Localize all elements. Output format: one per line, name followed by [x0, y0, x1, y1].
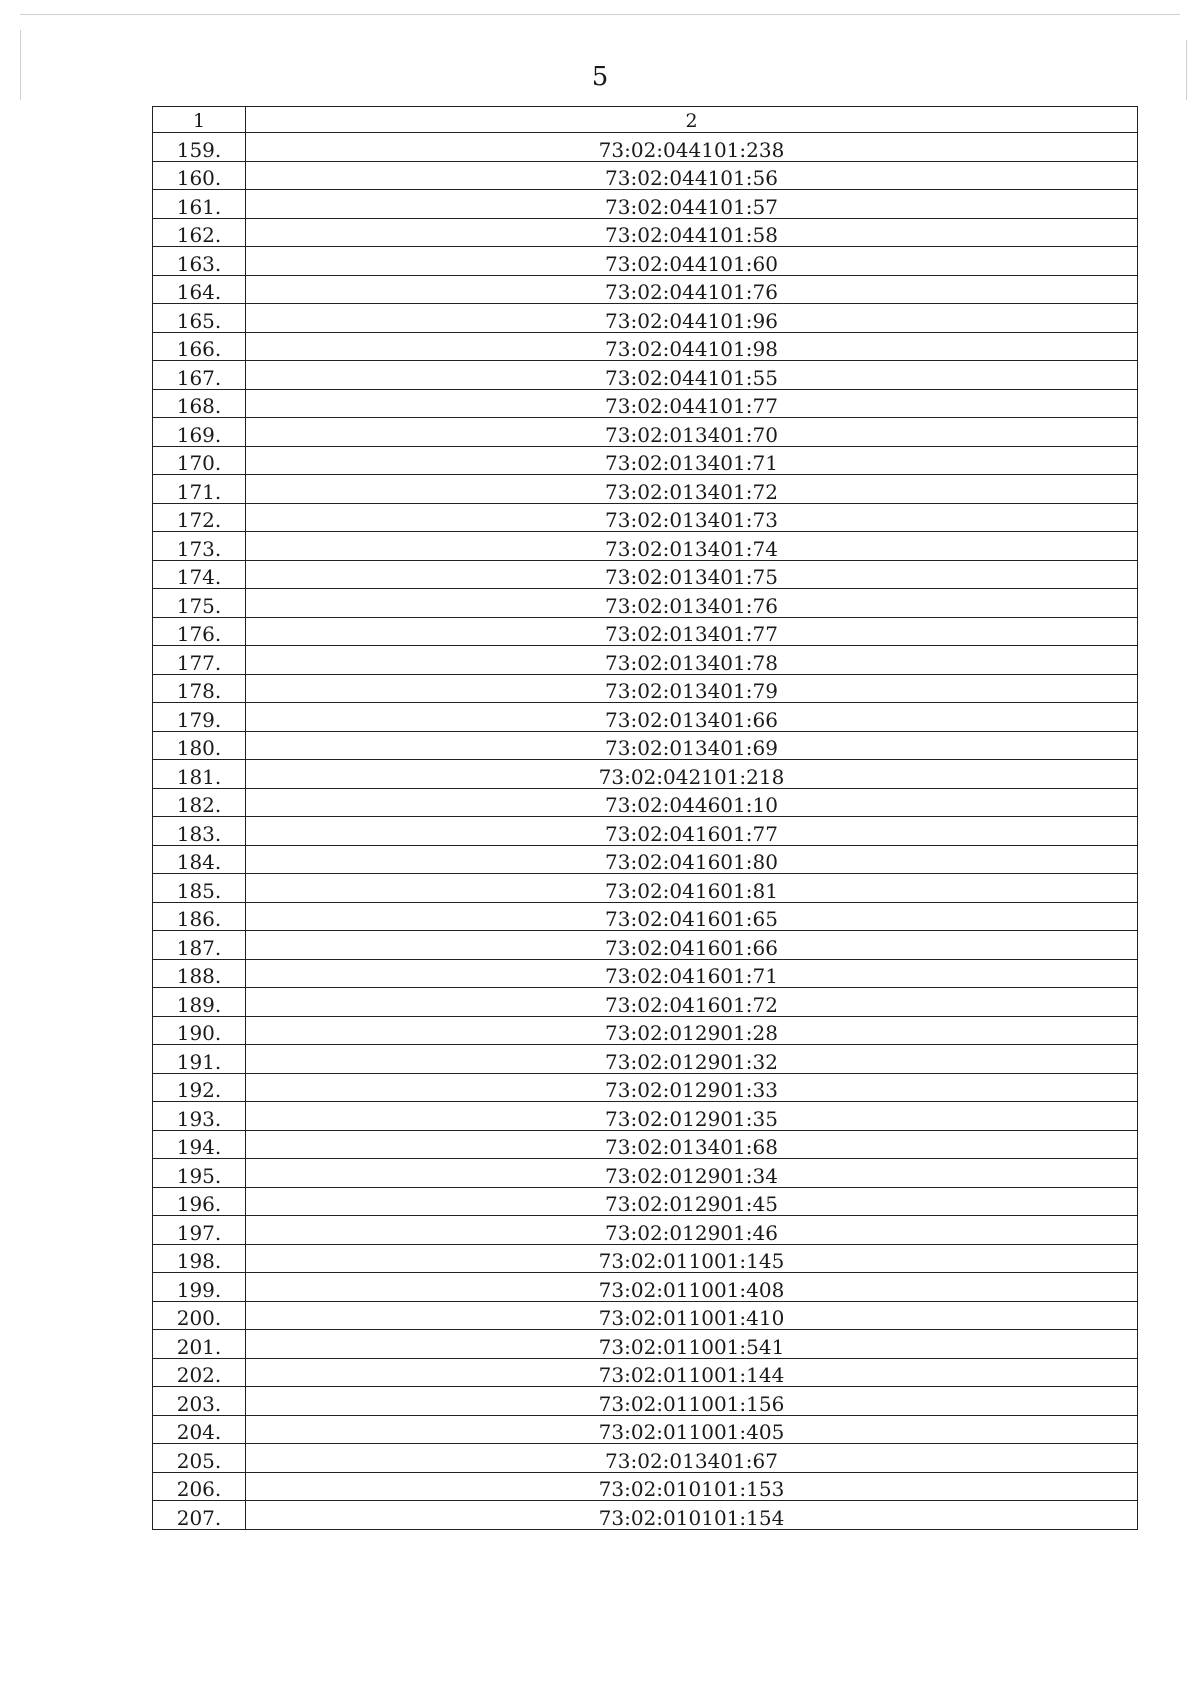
table-row	[153, 418, 1138, 447]
table-row	[153, 1415, 1138, 1444]
cadastral-number-cell: 73:02:011001:410	[246, 1301, 1138, 1330]
table-row	[153, 1501, 1138, 1530]
table-row	[153, 817, 1138, 846]
cadastral-number-cell: 73:02:011001:541	[246, 1330, 1138, 1359]
cadastral-number-cell: 73:02:044101:58	[246, 218, 1138, 247]
row-number-cell: 181.	[153, 760, 246, 789]
cadastral-number-cell: 73:02:012901:45	[246, 1187, 1138, 1216]
cadastral-number-cell: 73:02:011001:144	[246, 1358, 1138, 1387]
cadastral-number-cell: 73:02:013401:66	[246, 703, 1138, 732]
cadastral-number-cell: 73:02:010101:153	[246, 1472, 1138, 1501]
row-number-cell: 164.	[153, 275, 246, 304]
row-number-cell: 207.	[153, 1501, 246, 1530]
table-row	[153, 1472, 1138, 1501]
cadastral-number-cell: 73:02:044101:77	[246, 389, 1138, 418]
table-row	[153, 304, 1138, 333]
cadastral-number-cell: 73:02:011001:145	[246, 1244, 1138, 1273]
row-number-cell: 170.	[153, 446, 246, 475]
cadastral-number-cell: 73:02:011001:156	[246, 1387, 1138, 1416]
table-row	[153, 1130, 1138, 1159]
row-number-cell: 188.	[153, 959, 246, 988]
table-row	[153, 1073, 1138, 1102]
table-row	[153, 874, 1138, 903]
cadastral-number-cell: 73:02:041601:72	[246, 988, 1138, 1017]
row-number-cell: 174.	[153, 560, 246, 589]
row-number-cell: 202.	[153, 1358, 246, 1387]
row-number-cell: 186.	[153, 902, 246, 931]
table-row	[153, 560, 1138, 589]
cadastral-number-cell: 73:02:044101:96	[246, 304, 1138, 333]
row-number-cell: 187.	[153, 931, 246, 960]
cadastral-number-cell: 73:02:012901:32	[246, 1045, 1138, 1074]
row-number-cell: 162.	[153, 218, 246, 247]
table-row	[153, 1102, 1138, 1131]
row-number-cell: 168.	[153, 389, 246, 418]
table-row	[153, 133, 1138, 162]
row-number-cell: 199.	[153, 1273, 246, 1302]
cadastral-number-cell: 73:02:041601:77	[246, 817, 1138, 846]
row-number-cell: 206.	[153, 1472, 246, 1501]
cadastral-number-cell: 73:02:044101:55	[246, 361, 1138, 390]
table-row	[153, 532, 1138, 561]
cadastral-number-cell: 73:02:011001:405	[246, 1415, 1138, 1444]
table-row	[153, 902, 1138, 931]
table-row	[153, 703, 1138, 732]
row-number-cell: 166.	[153, 332, 246, 361]
table-row	[153, 1016, 1138, 1045]
row-number-cell: 191.	[153, 1045, 246, 1074]
table-row	[153, 931, 1138, 960]
cadastral-number-cell: 73:02:013401:67	[246, 1444, 1138, 1473]
table-row	[153, 332, 1138, 361]
cadastral-number-cell: 73:02:041601:65	[246, 902, 1138, 931]
table-row	[153, 845, 1138, 874]
cadastral-number-cell: 73:02:013401:72	[246, 475, 1138, 504]
row-number-cell: 192.	[153, 1073, 246, 1102]
row-number-cell: 179.	[153, 703, 246, 732]
table-header-row	[153, 107, 1138, 133]
cadastral-number-cell: 73:02:012901:46	[246, 1216, 1138, 1245]
table-row	[153, 446, 1138, 475]
cadastral-number-cell: 73:02:044101:60	[246, 247, 1138, 276]
cadastral-number-cell: 73:02:041601:66	[246, 931, 1138, 960]
cadastral-number-cell: 73:02:044101:76	[246, 275, 1138, 304]
cadastral-number-cell: 73:02:041601:81	[246, 874, 1138, 903]
row-number-cell: 183.	[153, 817, 246, 846]
cadastral-number-cell: 73:02:013401:75	[246, 560, 1138, 589]
cadastral-number-cell: 73:02:012901:35	[246, 1102, 1138, 1131]
row-number-cell: 205.	[153, 1444, 246, 1473]
row-number-cell: 196.	[153, 1187, 246, 1216]
table-body	[153, 133, 1138, 1530]
table-row	[153, 674, 1138, 703]
row-number-cell: 184.	[153, 845, 246, 874]
row-number-cell: 173.	[153, 532, 246, 561]
table-row	[153, 1330, 1138, 1359]
table-row	[153, 1387, 1138, 1416]
cadastral-table	[152, 106, 1138, 1530]
cadastral-number-cell: 73:02:013401:79	[246, 674, 1138, 703]
row-number-cell: 163.	[153, 247, 246, 276]
table-row	[153, 1159, 1138, 1188]
cadastral-number-cell: 73:02:044101:56	[246, 161, 1138, 190]
row-number-cell: 195.	[153, 1159, 246, 1188]
cadastral-number-cell: 73:02:012901:34	[246, 1159, 1138, 1188]
row-number-cell: 193.	[153, 1102, 246, 1131]
row-number-cell: 198.	[153, 1244, 246, 1273]
table-row	[153, 247, 1138, 276]
cadastral-number-cell: 73:02:042101:218	[246, 760, 1138, 789]
table-row	[153, 389, 1138, 418]
row-number-cell: 180.	[153, 731, 246, 760]
cadastral-number-cell: 73:02:041601:71	[246, 959, 1138, 988]
table-row	[153, 190, 1138, 219]
table-row	[153, 1045, 1138, 1074]
row-number-cell: 167.	[153, 361, 246, 390]
table-row	[153, 589, 1138, 618]
row-number-cell: 201.	[153, 1330, 246, 1359]
cadastral-number-cell: 73:02:013401:73	[246, 503, 1138, 532]
cadastral-number-cell: 73:02:012901:33	[246, 1073, 1138, 1102]
cadastral-number-cell: 73:02:011001:408	[246, 1273, 1138, 1302]
row-number-cell: 190.	[153, 1016, 246, 1045]
table-row	[153, 1273, 1138, 1302]
table-row	[153, 361, 1138, 390]
cadastral-number-cell: 73:02:013401:76	[246, 589, 1138, 618]
scan-artifact-top	[20, 14, 1180, 15]
cadastral-number-cell: 73:02:044101:98	[246, 332, 1138, 361]
row-number-cell: 159.	[153, 133, 246, 162]
table-row	[153, 1358, 1138, 1387]
row-number-cell: 160.	[153, 161, 246, 190]
table-row	[153, 646, 1138, 675]
row-number-cell: 171.	[153, 475, 246, 504]
row-number-cell: 165.	[153, 304, 246, 333]
row-number-cell: 169.	[153, 418, 246, 447]
table-row	[153, 617, 1138, 646]
cadastral-number-cell: 73:02:044101:238	[246, 133, 1138, 162]
cadastral-number-cell: 73:02:013401:68	[246, 1130, 1138, 1159]
cadastral-number-cell: 73:02:013401:69	[246, 731, 1138, 760]
table-row	[153, 1216, 1138, 1245]
row-number-cell: 178.	[153, 674, 246, 703]
table-row	[153, 760, 1138, 789]
column-header-number: 1	[153, 107, 246, 133]
table-row	[153, 959, 1138, 988]
cadastral-number-cell: 73:02:013401:78	[246, 646, 1138, 675]
cadastral-number-cell: 73:02:013401:70	[246, 418, 1138, 447]
cadastral-number-cell: 73:02:044101:57	[246, 190, 1138, 219]
table-row	[153, 731, 1138, 760]
table-row	[153, 161, 1138, 190]
table-row	[153, 1244, 1138, 1273]
cadastral-number-cell: 73:02:010101:154	[246, 1501, 1138, 1530]
row-number-cell: 185.	[153, 874, 246, 903]
row-number-cell: 189.	[153, 988, 246, 1017]
column-header-cadastral: 2	[246, 107, 1138, 133]
table-row	[153, 1187, 1138, 1216]
cadastral-number-cell: 73:02:013401:71	[246, 446, 1138, 475]
cadastral-number-cell: 73:02:013401:74	[246, 532, 1138, 561]
table-row	[153, 275, 1138, 304]
cadastral-number-cell: 73:02:044601:10	[246, 788, 1138, 817]
row-number-cell: 194.	[153, 1130, 246, 1159]
table-row	[153, 1301, 1138, 1330]
row-number-cell: 176.	[153, 617, 246, 646]
table-row	[153, 788, 1138, 817]
row-number-cell: 182.	[153, 788, 246, 817]
row-number-cell: 161.	[153, 190, 246, 219]
table-row	[153, 218, 1138, 247]
table-row	[153, 503, 1138, 532]
row-number-cell: 197.	[153, 1216, 246, 1245]
table-row	[153, 1444, 1138, 1473]
table-row	[153, 988, 1138, 1017]
row-number-cell: 200.	[153, 1301, 246, 1330]
row-number-cell: 204.	[153, 1415, 246, 1444]
page-number: 5	[591, 62, 609, 92]
row-number-cell: 177.	[153, 646, 246, 675]
cadastral-number-cell: 73:02:041601:80	[246, 845, 1138, 874]
table-row	[153, 475, 1138, 504]
cadastral-number-cell: 73:02:012901:28	[246, 1016, 1138, 1045]
row-number-cell: 203.	[153, 1387, 246, 1416]
cadastral-number-cell: 73:02:013401:77	[246, 617, 1138, 646]
row-number-cell: 175.	[153, 589, 246, 618]
row-number-cell: 172.	[153, 503, 246, 532]
